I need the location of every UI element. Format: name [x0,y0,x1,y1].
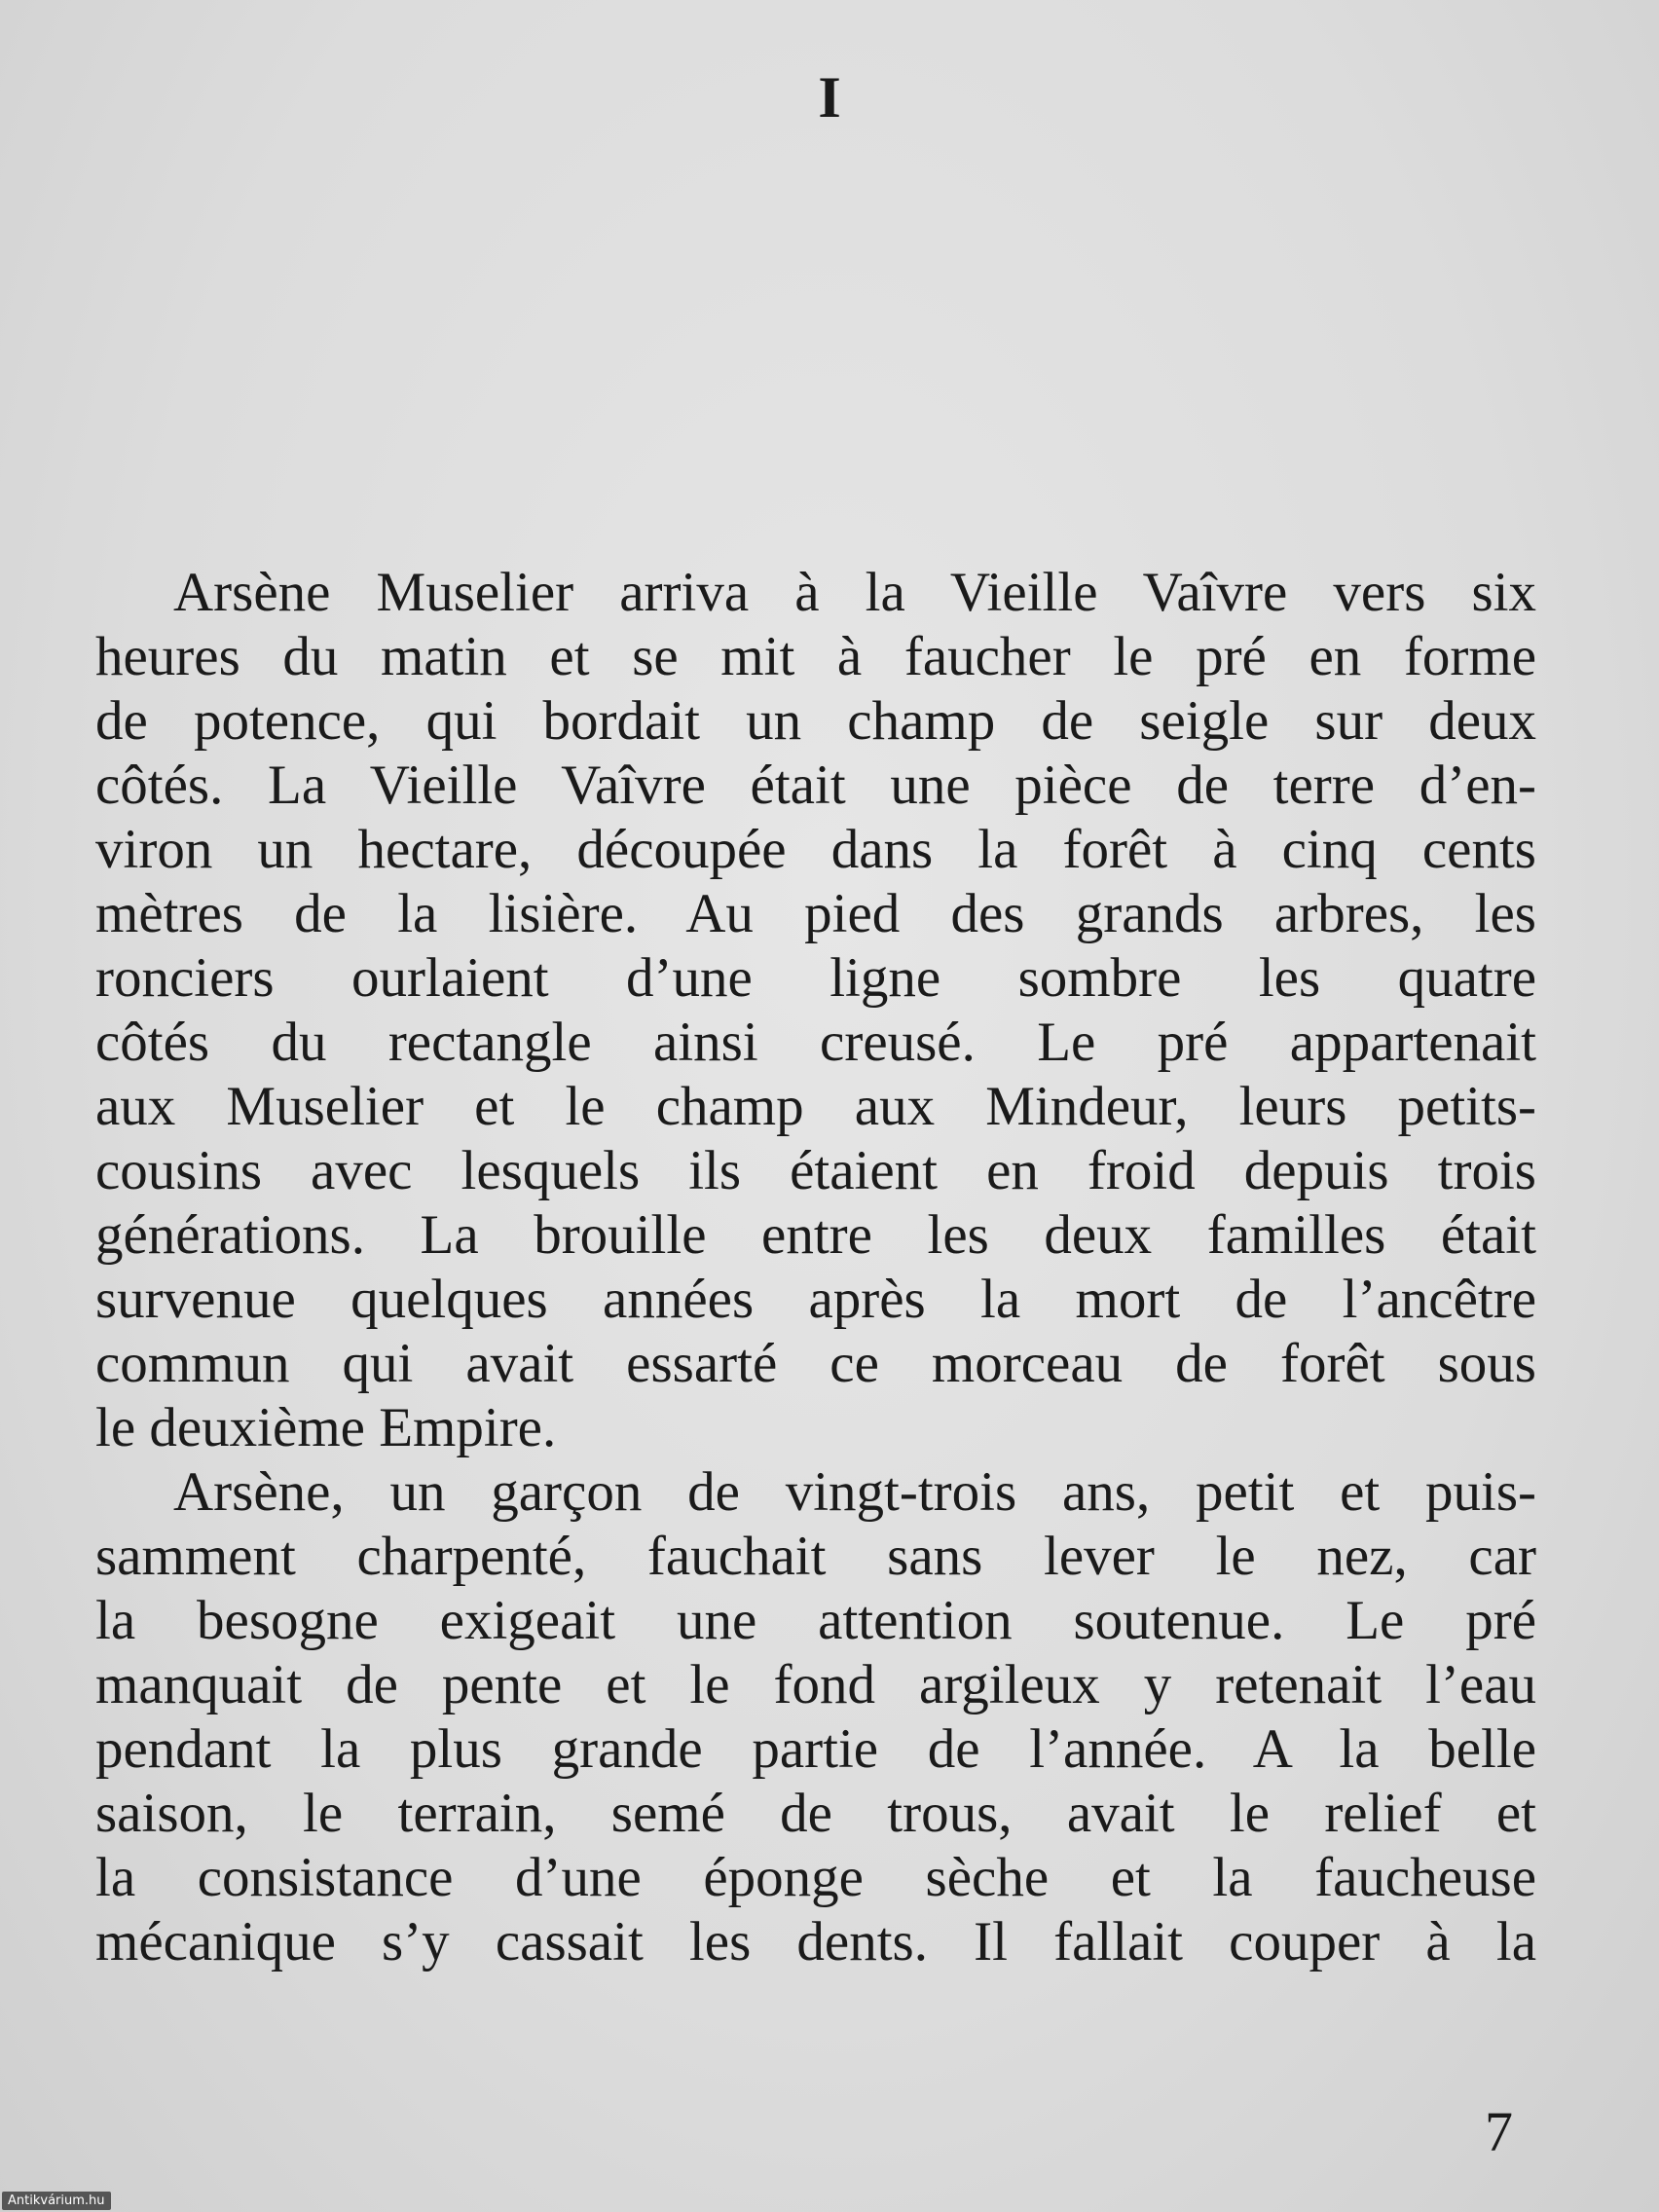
text-line: heures du matin et se mit à faucher le pré en forme [95,626,1536,687]
watermark: Antikvárium.hu [2,2192,111,2210]
body-text [95,561,1536,1974]
text-line: côtés. La Vieille Vaîvre était une pièce de terre d’en- [95,755,1536,816]
text-line: aux Muselier et le champ aux Mindeur, leurs petits- [95,1076,1536,1137]
text-line: survenue quelques années après la mort de l’ancêtre [95,1269,1536,1330]
text-line: mécanique s’y cassait les dents. Il fallait couper à la [95,1911,1536,1972]
text-line: côtés du rectangle ainsi creusé. Le pré appartenait [95,1012,1536,1073]
text-line: pendant la plus grande partie de l’année. A la belle [95,1718,1536,1780]
text-line: la consistance d’une éponge sèche et la faucheuse [95,1847,1536,1908]
text-line: saison, le terrain, semé de trous, avait le relief et [95,1783,1536,1844]
text-line: mètres de la lisière. Au pied des grands arbres, les [95,883,1536,944]
text-line: Arsène Muselier arriva à la Vieille Vaîvre vers six [173,562,1536,623]
text-line: de potence, qui bordait un champ de seigle sur deux [95,690,1536,752]
text-line: le deuxième Empire. [95,1397,557,1458]
page-number: 7 [1485,2100,1513,2163]
text-line: Arsène, un garçon de vingt-trois ans, petit et puis- [173,1461,1536,1523]
chapter-heading: I [818,65,841,129]
text-line: samment charpenté, fauchait sans lever le nez, car [95,1526,1536,1587]
text-line: manquait de pente et le fond argileux y retenait l’eau [95,1654,1536,1715]
text-line: générations. La brouille entre les deux familles était [95,1204,1536,1266]
text-line: ronciers ourlaient d’une ligne sombre les quatre [95,947,1536,1009]
text-line: commun qui avait essarté ce morceau de forêt sous [95,1333,1536,1394]
text-line: cousins avec lesquels ils étaient en froid depuis trois [95,1140,1536,1201]
text-line: viron un hectare, découpée dans la forêt à cinq cents [95,819,1536,880]
text-line: la besogne exigeait une attention soutenue. Le pré [95,1590,1536,1651]
